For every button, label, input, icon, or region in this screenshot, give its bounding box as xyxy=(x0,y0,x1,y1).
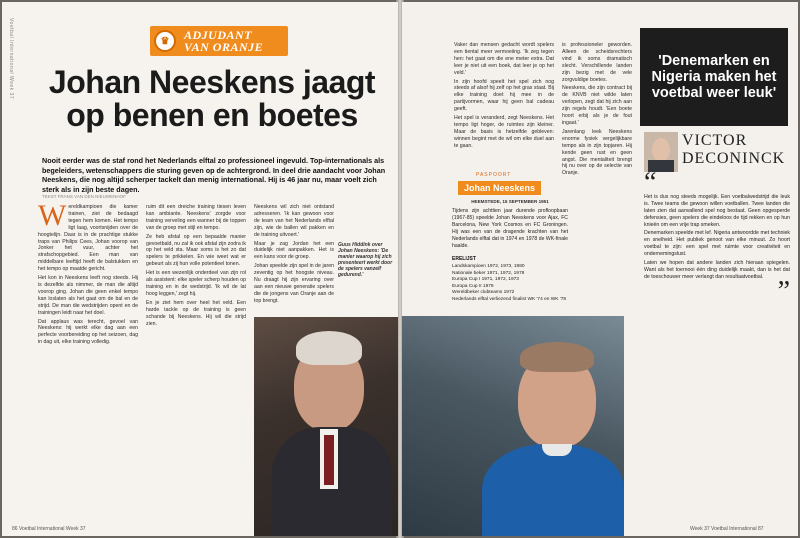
open-quote-icon: “ xyxy=(644,167,657,198)
passport-name: Johan Neeskens xyxy=(458,181,541,195)
paragraph: Johan speelde zijn spel in de jaren zeventig op het hoogste niveau. Nu draagt hij zijn ervaring over aan een nieuwe generatie spelers die de jongens van Oranje aan de top brengt. xyxy=(254,263,334,304)
paragraph: ruim dit een dreiche training tiesen leven kan ambiante. Neeskens' zorgde voor training verveling een wanner bij de toppen van de groep met stijl en tempo. xyxy=(146,204,246,231)
continuation-column-1 xyxy=(454,42,554,172)
honours-list xyxy=(452,264,568,304)
paragraph: Ze heb afstal op een bepaalde manier gevoetbald, nu zal ik ook afstal zijn zodra ik op het veld sta. Maar soms is het zo dat spelers te prikkelen. En wie weet wat er gebeurt als zij hun volle potentieel tonen. xyxy=(146,233,246,268)
column-text xyxy=(644,167,790,307)
paragraph: En je ziet hem over heel het veld. Een harde tackle op de training is geen schande bij Neeskens. Hij wil die strijd zien. xyxy=(146,299,246,327)
passport-text: Tijdens zijn achttien jaar durende profloopbaan (1967-85) speelde Johan Neeskens voor Ajax, FC Barcelona, New York Cosmos en FC Groningen. Hij was een van de dragende krachten van het Nederlands elftal dat in 1974 en 1978 de WK-finale haalde. xyxy=(452,208,568,249)
paragraph: Denemarken speelde met lef. Nigeria antwoordde met techniek en snelheid. Het publiek genoot van elke minuut. Zo hoort voetbal te zijn: een spel met ruimte voor creativiteit en ondernemingslust. xyxy=(644,230,790,258)
paragraph: Het spel is veranderd, zegt Neeskens. Het tempo ligt hoger, de ruimtes zijn kleiner. Maar de basis is hetzelfde gebleven: winnen begint met de wil om elke duel aan te gaan. xyxy=(454,115,554,149)
paragraph: In zijn hoofd speelt het spel zich nog steeds af alsof hij zelf op het gras staat. Bij elke training doet hij mee in de partijvormen, waar hij geen bal cadeau geeft. xyxy=(454,78,554,113)
knvb-logo-icon: ♛ xyxy=(154,30,176,52)
paragraph: Laten we hopen dat andere landen zich hieraan spiegelen. Want als het toernooi één ding duidelijk maakt, dan is het dat de toeschouwer meer verlangt dan resultaatvoetbal. xyxy=(644,260,790,280)
list-item: Europa Cup II 1979 xyxy=(452,283,494,289)
badge-line1: ADJUDANT xyxy=(184,28,253,42)
left-page xyxy=(2,2,398,536)
list-item: Landskampioen 1972, 1973, 1980 xyxy=(452,264,525,269)
article-lead: Nooit eerder was de staf rond het Nederlands elftal zo professioneel ingevuld. Top-internationals als begeleiders, wetenschappers die sturing geven op de achtergrond. In deel drie aandacht voor Johan Neeskens, die nog altijd scherper tackelt dan menig international. Hij is 46 jaar nu, maar voelt zich sterk als in zijn beste dagen. xyxy=(42,156,386,194)
paragraph: ereldkampioen die kamer trainen, ziet de bedaagd tegen hem komen. Het tempo ligt laag, voortsnijden over de hoogtelijn. Daar is in de prachtige stukke traps van Philips Cees, Johan voorop van Jonker het vuur, achter het strafschopgebied. Een man van middelbare leeftijd heeft de balstukken en het tempo op maatde gericht. xyxy=(38,204,138,273)
paragraph: is professioneler geworden. Alleen de scheidsrechters vind ik soms dramatisch slecht. Verschillende landen zijn bezig met de vele zorgvuldige boetes. xyxy=(562,42,632,83)
badge-line2: VAN ORANJE xyxy=(184,40,264,54)
paragraph: Vaker dan mensen gedacht wordt spelers een tiental meer vermoeiing. 'Ik zeg tegen hen: het gaat om die ene meter extra. Dat leer je niet uit een boek, dat leer je op het veld.' xyxy=(454,42,554,76)
section-badge xyxy=(150,26,288,56)
side-label: Voetbal International Week 37 xyxy=(8,18,14,100)
article-column-2 xyxy=(146,204,246,524)
paragraph: Het is een wezenlijk onderdeel van zijn rol als assistent: elke speler scherp houden op training en in de wedstrijd. 'Ik wil de lat hoog leggen,' zegt hij. xyxy=(146,270,246,297)
list-item: Europa Cup I 1971, 1972, 1973 xyxy=(452,277,519,283)
article-headline: Johan Neeskens jaagt op benen en boetes xyxy=(48,64,376,133)
continuation-column-2 xyxy=(562,42,632,312)
left-page-number: 86 Voetbal International Week 37 xyxy=(12,526,86,532)
article-byline: TEKST FRANS VAN DEN NIEUWENHOF xyxy=(42,194,126,199)
paragraph: Neeskens, die zijn contract bij de KNVB niet wilde laten verlopen, zegt dat hij zich aan zijn regels houdt. 'Een boete hoort erbij als je de fout ingaat.' xyxy=(562,85,632,126)
pull-quote xyxy=(640,28,788,126)
paragraph: Het kon in Neeskens leeft nog steeds. Hij is dezelfde als nimmer, de man die altijd voorop ging. Johan die geen enkel tempo kan loslaten als het gaat om de bal en de strijd. De man die wedstrijden opent en de trainingen leidt naar het doel. xyxy=(38,275,138,316)
paragraph: Neeskens wil zich niet ontstand adresseren. 'Ik kan gewoon voor de team van het Nederlands elftal zijn, wie de ballen wil pakken en de training uitvoert.' xyxy=(254,204,334,238)
author-last-name: DECONINCK xyxy=(682,150,786,167)
dropcap: W xyxy=(38,199,67,232)
list-item: Nationale beker 1971, 1972, 1978 xyxy=(452,270,525,276)
list-item: Nederlands elftal verliezend finalist WK '74 en WK '78 xyxy=(452,296,567,302)
honours-title: ERELIJST xyxy=(452,256,476,262)
paragraph: Het is dus nog steeds mogelijk. Een voetbalwedstrijd die leuk is. Twee teams die gewoon willen voetballen. Twee landen die laten zien dat aanvallend spel nog bestaat. Geen opgesperde defensies, geen spelers die eindeloos de tijd rekken en op hun knieën om een vrije trap smeken. xyxy=(644,193,790,228)
author-first-name: VICTOR xyxy=(682,132,748,149)
article-column-1 xyxy=(38,199,138,524)
close-quote-icon: ” xyxy=(777,275,790,307)
photo-neeskens xyxy=(402,316,624,536)
photo-caption: Guus Hiddink over Johan Neeskens: 'De manier waarop hij zich presenteert werkt door de spelers vanzelf gedurend.' xyxy=(338,242,393,278)
article-column-3 xyxy=(254,204,334,312)
paragraph: Dat applaus was terecht, gevoel van Neeskens: hij werkt elke dag aan een perfecte voorbereiding op het seizoen, dag in dag uit, elke training volledig. xyxy=(38,318,138,346)
photo-hiddink xyxy=(254,317,398,536)
author-portrait xyxy=(644,132,678,172)
passport-label: PASPOORT xyxy=(476,172,512,178)
list-item: Wereldbeker clubteams 1972 xyxy=(452,290,515,296)
paragraph: Jarenlang leek Neeskens enorme fysiek vergelijkbare tempo als in zijn topjaren. Hij kende geen rust en geen angst. Die mentaliteit brengt hij nu over op de selectie van Oranje. xyxy=(562,128,632,177)
paragraph: Maar je zag Jordan het een duidelijk niet aanpakken. Het is een kans voor de groep. xyxy=(254,240,334,261)
quote-text: 'Denemarken en Nigeria maken het voetbal weer leuk' xyxy=(651,53,777,101)
right-page-number: Week 37 Voetbal International 87 xyxy=(690,526,764,532)
passport-date: HEEMSTEDE, 15 SEPTEMBER 1951 xyxy=(471,199,549,204)
author-name xyxy=(682,132,785,168)
